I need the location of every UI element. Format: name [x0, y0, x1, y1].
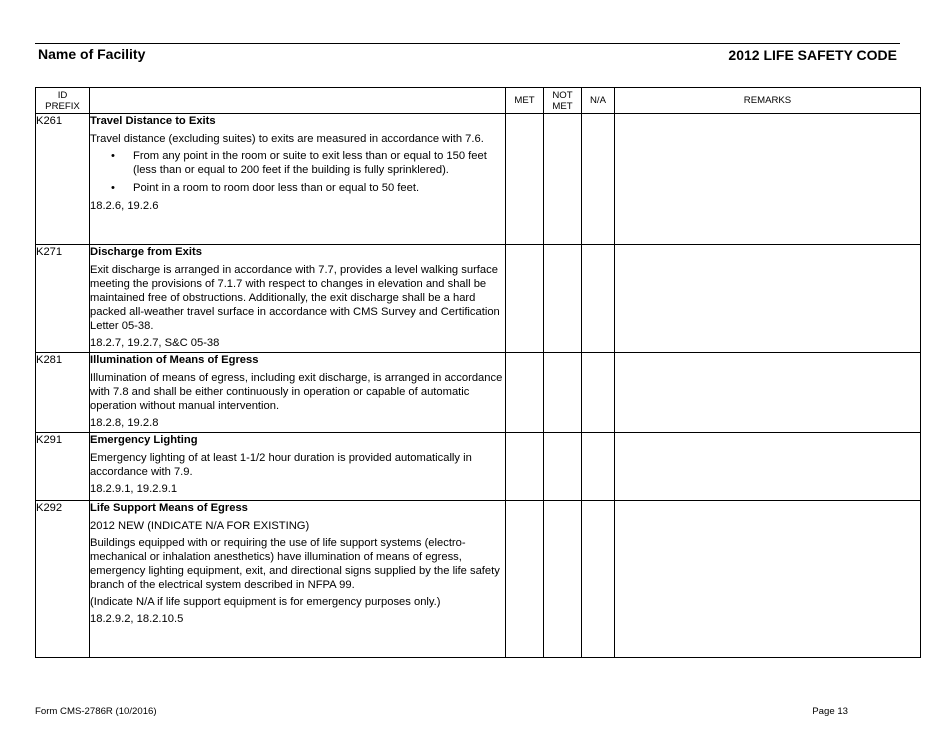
row-text: Illumination of means of egress, including exit discharge, is arranged in accordance with 7.8 and shall be either continuously in operation or capable of automatic operation without manual intervention. [90, 372, 503, 412]
row-note: 2012 NEW (INDICATE N/A FOR EXISTING) [90, 520, 310, 532]
row-description [90, 501, 506, 658]
not-met-cell[interactable] [544, 245, 582, 353]
not-met-cell[interactable] [544, 353, 582, 433]
met-cell[interactable] [506, 353, 544, 433]
list-item-text: From any point in the room or suite to exit less than or equal to 150 feet (less than or equal to 200 feet if the building is fully sprinklered). [133, 150, 487, 176]
row-text: Travel distance (excluding suites) to exits are measured in accordance with 7.6. [90, 133, 484, 145]
remarks-cell[interactable] [615, 501, 921, 658]
met-cell[interactable] [506, 245, 544, 353]
row-id: K281 [36, 353, 90, 433]
not-met-header [544, 88, 582, 114]
header-rule [35, 43, 900, 44]
form-title: 2012 LIFE SAFETY CODE [728, 47, 897, 63]
not-met-header-line2: MET [552, 100, 573, 112]
table-row [36, 245, 921, 353]
row-description [90, 433, 506, 501]
row-description [90, 245, 506, 353]
not-met-cell[interactable] [544, 433, 582, 501]
row-title: Discharge from Exits [90, 246, 202, 258]
list-item [111, 181, 505, 195]
list-item-text: Point in a room to room door less than or equal to 50 feet. [133, 182, 420, 194]
row-reference: 18.2.9.2, 18.2.10.5 [90, 613, 184, 625]
remarks-cell[interactable] [615, 245, 921, 353]
row-reference: 18.2.6, 19.2.6 [90, 200, 159, 212]
row-title: Illumination of Means of Egress [90, 354, 259, 366]
row-text: Buildings equipped with or requiring the use of life support systems (electro-mechanical or inhalation anesthetics) have illumination of means of egress, emergency lighting equipment, exit, and directional signs supplied by the life safety branch of the electrical system described in NFPA 99. [90, 537, 500, 591]
row-text: Exit discharge is arranged in accordance with 7.7, provides a level walking surface meeting the provisions of 7.1.7 with respect to changes in elevation and shall be maintained free of obstructions. Additionally, the exit discharge shall be a hard packed all-weather travel surface in accordance with CMS Survey and Certification Letter 05-38. [90, 264, 500, 332]
row-description [90, 353, 506, 433]
row-id: K291 [36, 433, 90, 501]
not-met-cell[interactable] [544, 114, 582, 245]
na-cell[interactable] [582, 433, 615, 501]
row-reference: 18.2.7, 19.2.7, S&C 05-38 [90, 337, 220, 349]
met-cell[interactable] [506, 501, 544, 658]
survey-table [35, 87, 921, 658]
row-id: K292 [36, 501, 90, 658]
row-reference: 18.2.9.1, 19.2.9.1 [90, 483, 178, 495]
na-cell[interactable] [582, 353, 615, 433]
description-header [90, 88, 506, 114]
page-number: Page 13 [812, 706, 848, 717]
na-cell[interactable] [582, 114, 615, 245]
met-cell[interactable] [506, 114, 544, 245]
row-description [90, 114, 506, 245]
table-header-row [36, 88, 921, 114]
table-row [36, 501, 921, 658]
id-prefix-header-line1: ID [57, 89, 68, 101]
bullet-icon: • [111, 150, 115, 162]
row-title: Life Support Means of Egress [90, 502, 248, 514]
bullet-icon: • [111, 182, 115, 194]
not-met-header-line1: NOT [552, 89, 573, 101]
facility-name-label: Name of Facility [38, 46, 146, 62]
remarks-cell[interactable] [615, 433, 921, 501]
not-met-cell[interactable] [544, 501, 582, 658]
met-cell[interactable] [506, 433, 544, 501]
form-number: Form CMS-2786R (10/2016) [35, 706, 157, 717]
id-prefix-header [36, 88, 90, 114]
na-header: N/A [582, 88, 615, 114]
row-id: K271 [36, 245, 90, 353]
remarks-cell[interactable] [615, 353, 921, 433]
row-id: K261 [36, 114, 90, 245]
na-cell[interactable] [582, 245, 615, 353]
row-text: Emergency lighting of at least 1-1/2 hour duration is provided automatically in accordance with 7.9. [90, 452, 472, 478]
table-row [36, 114, 921, 245]
row-reference: 18.2.8, 19.2.8 [90, 417, 159, 429]
id-prefix-header-line2: PREFIX [45, 100, 80, 112]
bullet-list [90, 149, 505, 195]
row-title: Travel Distance to Exits [90, 115, 216, 127]
remarks-header: REMARKS [615, 88, 921, 114]
met-header: MET [506, 88, 544, 114]
table-row [36, 433, 921, 501]
remarks-cell[interactable] [615, 114, 921, 245]
row-title: Emergency Lighting [90, 434, 198, 446]
list-item [111, 149, 505, 177]
table-row [36, 353, 921, 433]
row-note: (Indicate N/A if life support equipment is for emergency purposes only.) [90, 596, 441, 608]
na-cell[interactable] [582, 501, 615, 658]
